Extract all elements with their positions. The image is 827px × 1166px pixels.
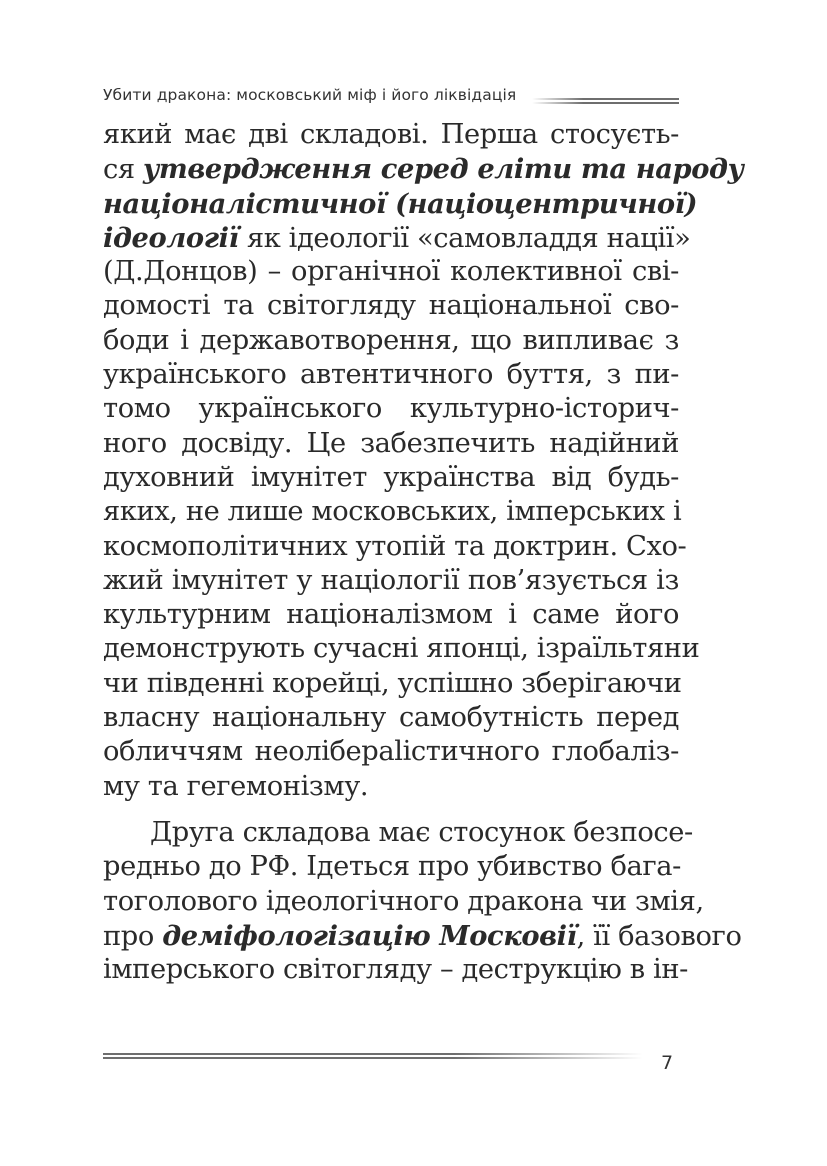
text-segment: му та гегемонізму. [103, 770, 369, 802]
text-segment: духовний імунітет українства від будь- [103, 461, 679, 493]
text-line [103, 667, 682, 701]
text-line [103, 187, 698, 221]
text-segment: обличчям неоліберalістичного глобаліз- [103, 736, 679, 768]
text-segment: космополітичних утопій та доктрин. Схо- [103, 530, 687, 562]
paragraph-gap [103, 804, 679, 816]
text-segment: томо українського культурно-історич- [103, 393, 679, 425]
text-segment: який має дві складові. Перша стосуєть- [103, 119, 679, 150]
emphasized-text: утвердження серед еліти та народу [143, 153, 744, 186]
text-segment: домості та світогляду національної сво- [103, 290, 679, 322]
text-line [103, 152, 744, 186]
body-text [103, 118, 744, 987]
text-segment: ного досвіду. Це забезпечить надійний [103, 427, 679, 459]
emphasized-text: націоналістичної (націоцентричної) [103, 187, 698, 220]
text-segment: редньо до РФ. Ідеться про убивство бага- [103, 851, 682, 883]
text-line [103, 358, 679, 392]
emphasized-text: деміфологізацію Московії [162, 919, 577, 952]
text-line [103, 885, 704, 919]
text-line [103, 495, 682, 529]
text-segment: чи південні корейці, успішно зберігаючи [103, 667, 682, 699]
text-segment: демонструють сучасні японці, ізраїльтяни [103, 633, 700, 665]
text-line [103, 530, 687, 564]
text-segment: жий імунітет у націології пов’язується із [103, 564, 679, 596]
text-segment: власну національну самобутність перед [103, 702, 679, 734]
text-line [103, 632, 700, 666]
text-line [103, 850, 682, 884]
text-segment: ся [103, 154, 143, 186]
footer-rule [103, 1053, 643, 1062]
header-rule [532, 98, 679, 107]
text-segment: про [103, 920, 163, 952]
text-segment: українського автентичного буття, з пи- [103, 359, 679, 391]
text-segment: культурним націоналізмом і саме його [103, 599, 679, 631]
text-line [103, 598, 679, 632]
text-line [103, 701, 679, 735]
running-title: Убити дракона: московський міф і його ліквідація [103, 86, 517, 104]
text-line [103, 770, 679, 804]
text-line [103, 461, 679, 495]
text-line [103, 392, 679, 426]
text-segment: імперського світогляду – деструкцію в ін- [103, 954, 688, 986]
text-segment: , її базового [576, 920, 742, 952]
text-line [103, 255, 679, 289]
text-line [103, 953, 688, 987]
text-line [103, 118, 679, 152]
text-line [103, 289, 679, 323]
text-segment: (Д.Донцов) – органічної колективної сві- [103, 256, 679, 288]
text-line [103, 324, 679, 358]
page-number: 7 [661, 1052, 674, 1074]
text-segment: Друга складова має стосунок безпосе- [150, 816, 693, 848]
text-segment: боди і державотворення, що випливає з [103, 324, 679, 356]
text-line [103, 735, 679, 769]
text-line [103, 221, 691, 255]
text-line [103, 816, 693, 850]
text-line [103, 919, 742, 953]
text-segment: як ідеології «самовладдя нації» [238, 222, 691, 254]
emphasized-text: ідеології [103, 221, 239, 254]
text-line [103, 564, 679, 598]
text-segment: яких, не лише московських, імперських і [103, 496, 682, 528]
text-line [103, 427, 679, 461]
text-segment: тоголового ідеологічного дракона чи змія, [103, 885, 704, 917]
